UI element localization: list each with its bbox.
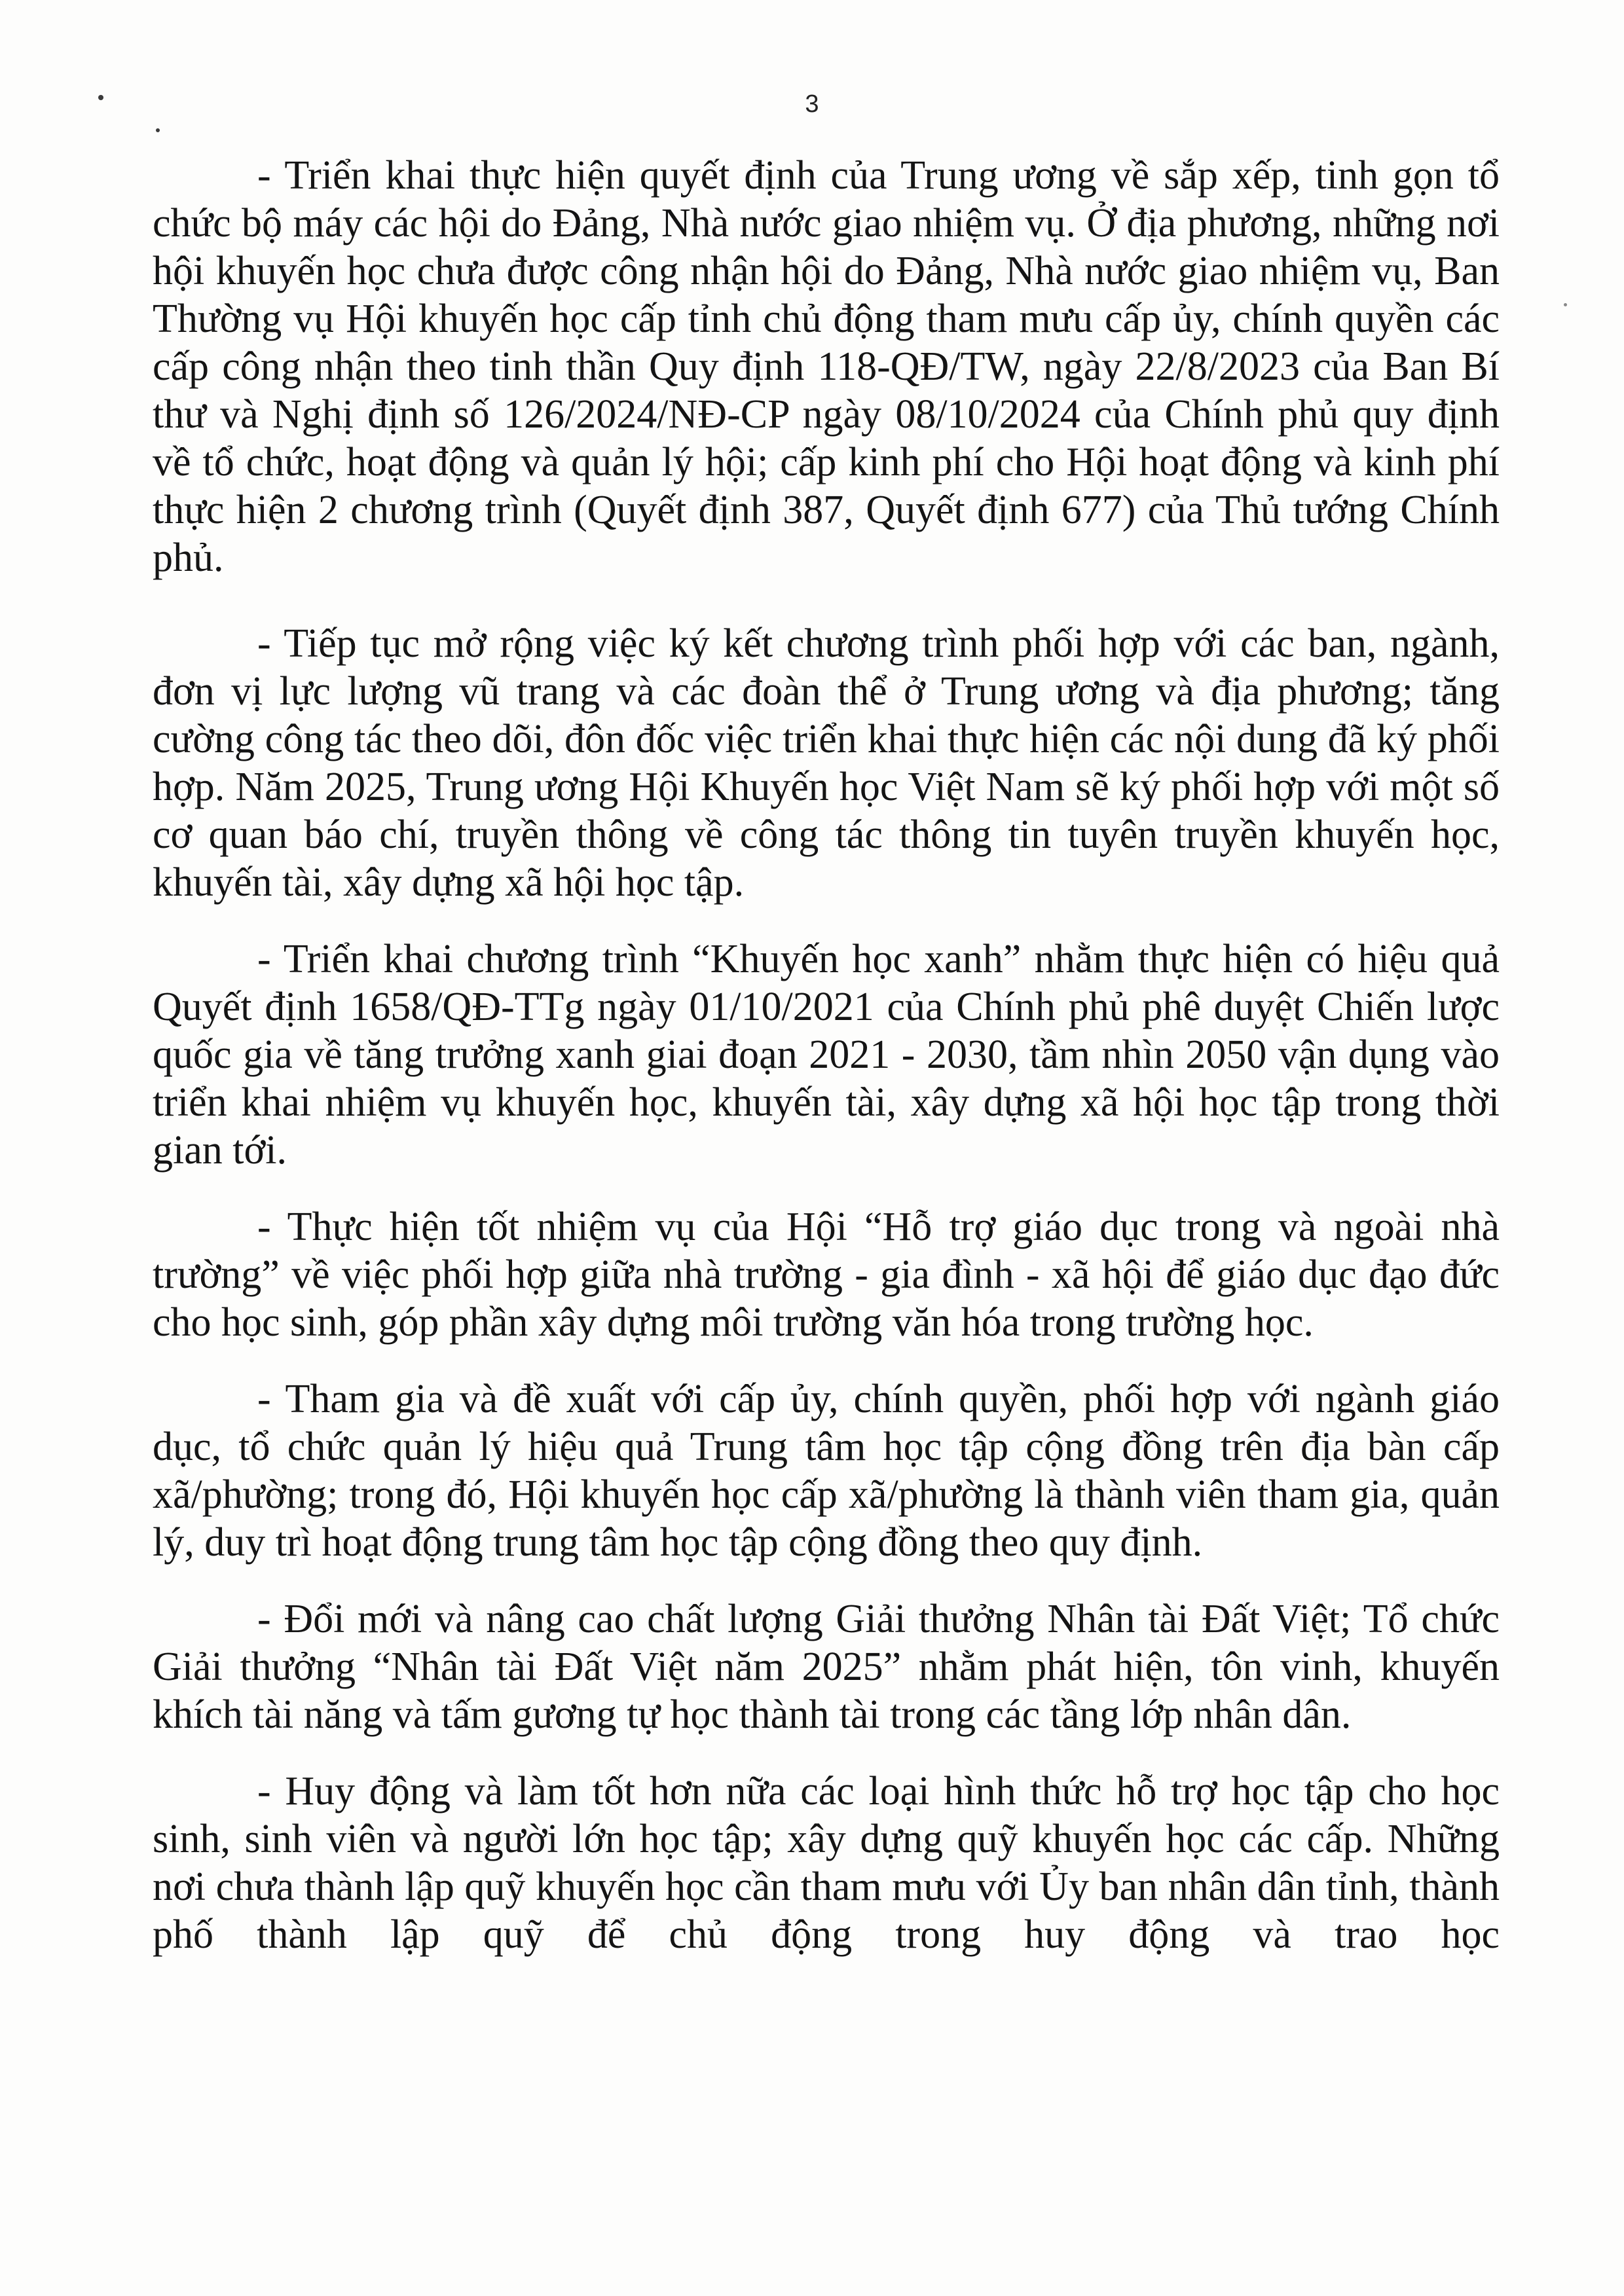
paragraph: - Triển khai chương trình “Khuyến học xanh” nhằm thực hiện có hiệu quả Quyết định 1658/QĐ-TTg ngày 01/10/2021 của Chính phủ phê duyệt Chiến lược quốc gia về tăng trưởng xanh giai đoạn 2021 - 2030, tầm nhìn 2050 vận dụng vào triển khai nhiệm vụ khuyến học, khuyến tài, xây dựng xã hội học tập trong thời gian tới. [153,937,1500,1173]
paragraph: - Huy động và làm tốt hơn nữa các loại hình thức hỗ trợ học tập cho học sinh, sinh viên và người lớn học tập; xây dựng quỹ khuyến học các cấp. Những nơi chưa thành lập quỹ khuyến học cần tham mưu với Ủy ban nhân dân tỉnh, thành phố thành lập quỹ để chủ động trong huy động và trao học [153,1769,1500,1957]
document-body [153,152,1500,1959]
scan-speck [98,95,103,100]
paragraph: - Triển khai thực hiện quyết định của Trung ương về sắp xếp, tinh gọn tổ chức bộ máy các hội do Đảng, Nhà nước giao nhiệm vụ. Ở địa phương, những nơi hội khuyến học chưa được công nhận hội do Đảng, Nhà nước giao nhiệm vụ, Ban Thường vụ Hội khuyến học cấp tỉnh chủ động tham mưu cấp ủy, chính quyền các cấp công nhận theo tinh thần Quy định 118-QĐ/TW, ngày 22/8/2023 của Ban Bí thư và Nghị định số 126/2024/NĐ-CP ngày 08/10/2024 của Chính phủ quy định về tổ chức, hoạt động và quản lý hội; cấp kinh phí cho Hội hoạt động và kinh phí thực hiện 2 chương trình (Quyết định 387, Quyết định 677) của Thủ tướng Chính phủ. [153,153,1500,580]
page-number: 3 [805,90,819,118]
scan-speck [1564,303,1567,306]
paragraph: - Tham gia và đề xuất với cấp ủy, chính quyền, phối hợp với ngành giáo dục, tổ chức quản lý hiệu quả Trung tâm học tập cộng đồng trên địa bàn cấp xã/phường; trong đó, Hội khuyến học cấp xã/phường là thành viên tham gia, quản lý, duy trì hoạt động trung tâm học tập cộng đồng theo quy định. [153,1377,1500,1565]
paragraph: - Đổi mới và nâng cao chất lượng Giải thưởng Nhân tài Đất Việt; Tổ chức Giải thưởng “Nhân tài Đất Việt năm 2025” nhằm phát hiện, tôn vinh, khuyến khích tài năng và tấm gương tự học thành tài trong các tầng lớp nhân dân. [153,1597,1500,1737]
paragraph: - Tiếp tục mở rộng việc ký kết chương trình phối hợp với các ban, ngành, đơn vị lực lượng vũ trang và các đoàn thể ở Trung ương và địa phương; tăng cường công tác theo dõi, đôn đốc việc triển khai thực hiện các nội dung đã ký phối hợp. Năm 2025, Trung ương Hội Khuyến học Việt Nam sẽ ký phối hợp với một số cơ quan báo chí, truyền thông về công tác thông tin tuyên truyền khuyến học, khuyến tài, xây dựng xã hội học tập. [153,621,1500,905]
paragraph: - Thực hiện tốt nhiệm vụ của Hội “Hỗ trợ giáo dục trong và ngoài nhà trường” về việc phối hợp giữa nhà trường - gia đình - xã hội để giáo dục đạo đức cho học sinh, góp phần xây dựng môi trường văn hóa trong trường học. [153,1205,1500,1345]
scan-speck [156,128,160,132]
